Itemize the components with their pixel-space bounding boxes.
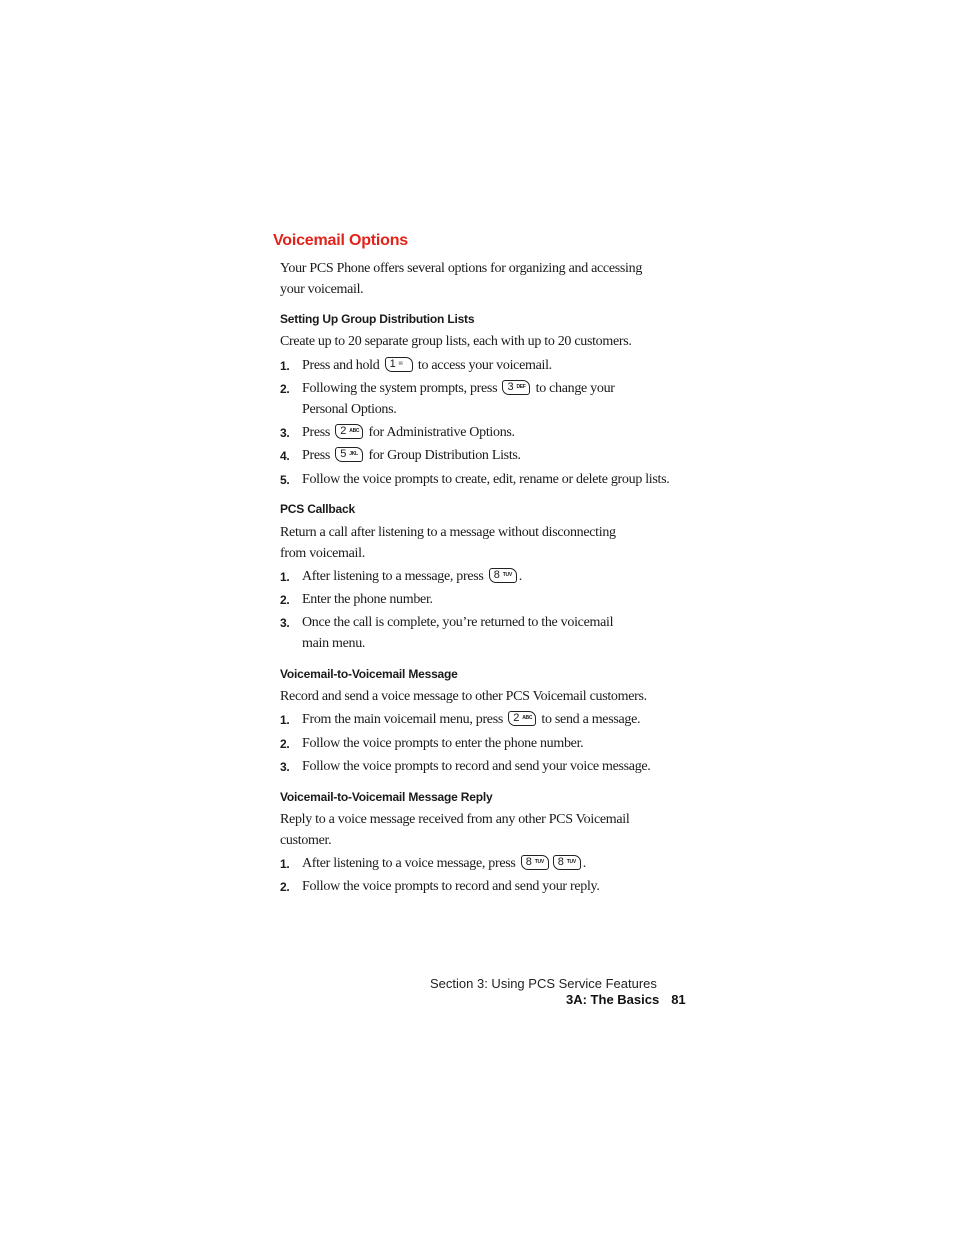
- group-lists-text: Create up to 20 separate group lists, each with up to 20 customers.: [280, 334, 632, 349]
- step-text: to access your voicemail.: [417, 358, 552, 373]
- v2v-text: Record and send a voice message to other PCS Voicemail customers.: [280, 689, 647, 704]
- v2v-reply-heading: Voicemail-to-Voicemail Message Reply: [280, 790, 493, 804]
- step-number: 2.: [280, 382, 290, 396]
- group-step-5: [280, 470, 680, 491]
- step-number: 3.: [280, 616, 290, 630]
- step-number: 1.: [280, 570, 290, 584]
- callback-heading: PCS Callback: [280, 502, 355, 516]
- step-number: 2.: [280, 737, 290, 751]
- v2v-reply-step-2: [280, 877, 680, 898]
- footer-chapter-label: 3A: The Basics: [566, 992, 660, 1007]
- key-8-icon: 8 TUV: [521, 855, 549, 870]
- step-text: Follow the voice prompts to create, edit, rename or delete group lists.: [302, 472, 670, 487]
- v2v-step-1: [280, 710, 680, 731]
- key-8-icon: 8 TUV: [553, 855, 581, 870]
- v2v-reply-step-1: 1. After listening to a voice message, press 8 TUV 8 TUV .: [280, 854, 680, 875]
- key-2-icon: 2 ABC: [508, 711, 536, 726]
- step-text-line2: Personal Options.: [302, 401, 397, 417]
- step-text: Enter the phone number.: [302, 592, 433, 607]
- key-5-icon: 5 JKL: [335, 447, 363, 462]
- step-text: After listening to a message, press: [302, 569, 484, 584]
- step-text: for Group Distribution Lists.: [368, 448, 521, 463]
- step-text-line2: main menu.: [302, 635, 366, 651]
- step-text: Press and hold: [302, 358, 380, 373]
- v2v-step-2: [280, 734, 680, 755]
- step-number: 5.: [280, 473, 290, 487]
- step-number: 1.: [280, 857, 290, 871]
- group-step-3: [280, 423, 680, 444]
- step-text: After listening to a voice message, press: [302, 856, 516, 871]
- step-number: 4.: [280, 449, 290, 463]
- group-step-1: [280, 356, 680, 377]
- step-text: Follow the voice prompts to record and send your reply.: [302, 879, 600, 894]
- footer-section: Section 3: Using PCS Service Features: [430, 976, 657, 991]
- step-text: to change your: [535, 381, 615, 396]
- step-number: 2.: [280, 880, 290, 894]
- step-text: to send a message.: [541, 712, 641, 727]
- step-text: Follow the voice prompts to record and send your voice message.: [302, 759, 651, 774]
- step-number: 1.: [280, 713, 290, 727]
- step-text: Press: [302, 425, 331, 440]
- v2v-step-3: [280, 757, 680, 778]
- step-number: 3.: [280, 760, 290, 774]
- intro-line-2: your voicemail.: [280, 281, 364, 297]
- step-text: From the main voicemail menu, press: [302, 712, 504, 727]
- step-text: Follow the voice prompts to enter the phone number.: [302, 736, 584, 751]
- v2v-heading: Voicemail-to-Voicemail Message: [280, 667, 458, 681]
- group-step-4: [280, 446, 680, 467]
- step-text: Following the system prompts, press: [302, 381, 498, 396]
- intro-line-1: Your PCS Phone offers several options for organizing and accessing: [280, 261, 643, 276]
- callback-step-2: [280, 590, 680, 611]
- callback-step-1: 1. After listening to a message, press 8 TUV .: [280, 567, 680, 588]
- step-text: Once the call is complete, you’re returned to the voicemail: [302, 615, 614, 630]
- step-text: for Administrative Options.: [368, 425, 515, 440]
- key-8-icon: 8 TUV: [489, 568, 517, 583]
- key-3-icon: 3 DEF: [502, 380, 530, 395]
- callback-step-3: [280, 613, 680, 654]
- footer-chapter: [566, 992, 686, 1007]
- group-lists-heading: Setting Up Group Distribution Lists: [280, 312, 475, 326]
- key-2-icon: 2 ABC: [335, 424, 363, 439]
- step-text: Press: [302, 448, 331, 463]
- key-1-icon: 1 ✉: [385, 357, 413, 372]
- v2v-reply-text: Reply to a voice message received from any other PCS Voicemail customer.: [280, 812, 630, 848]
- callback-text: Return a call after listening to a message without disconnecting from voicemail.: [280, 525, 616, 561]
- group-step-2: [280, 379, 680, 420]
- step-number: 3.: [280, 426, 290, 440]
- intro-paragraph: [280, 259, 642, 300]
- page-title: Voicemail Options: [273, 232, 408, 249]
- page-number: 81: [671, 992, 686, 1007]
- step-number: 1.: [280, 359, 290, 373]
- step-number: 2.: [280, 593, 290, 607]
